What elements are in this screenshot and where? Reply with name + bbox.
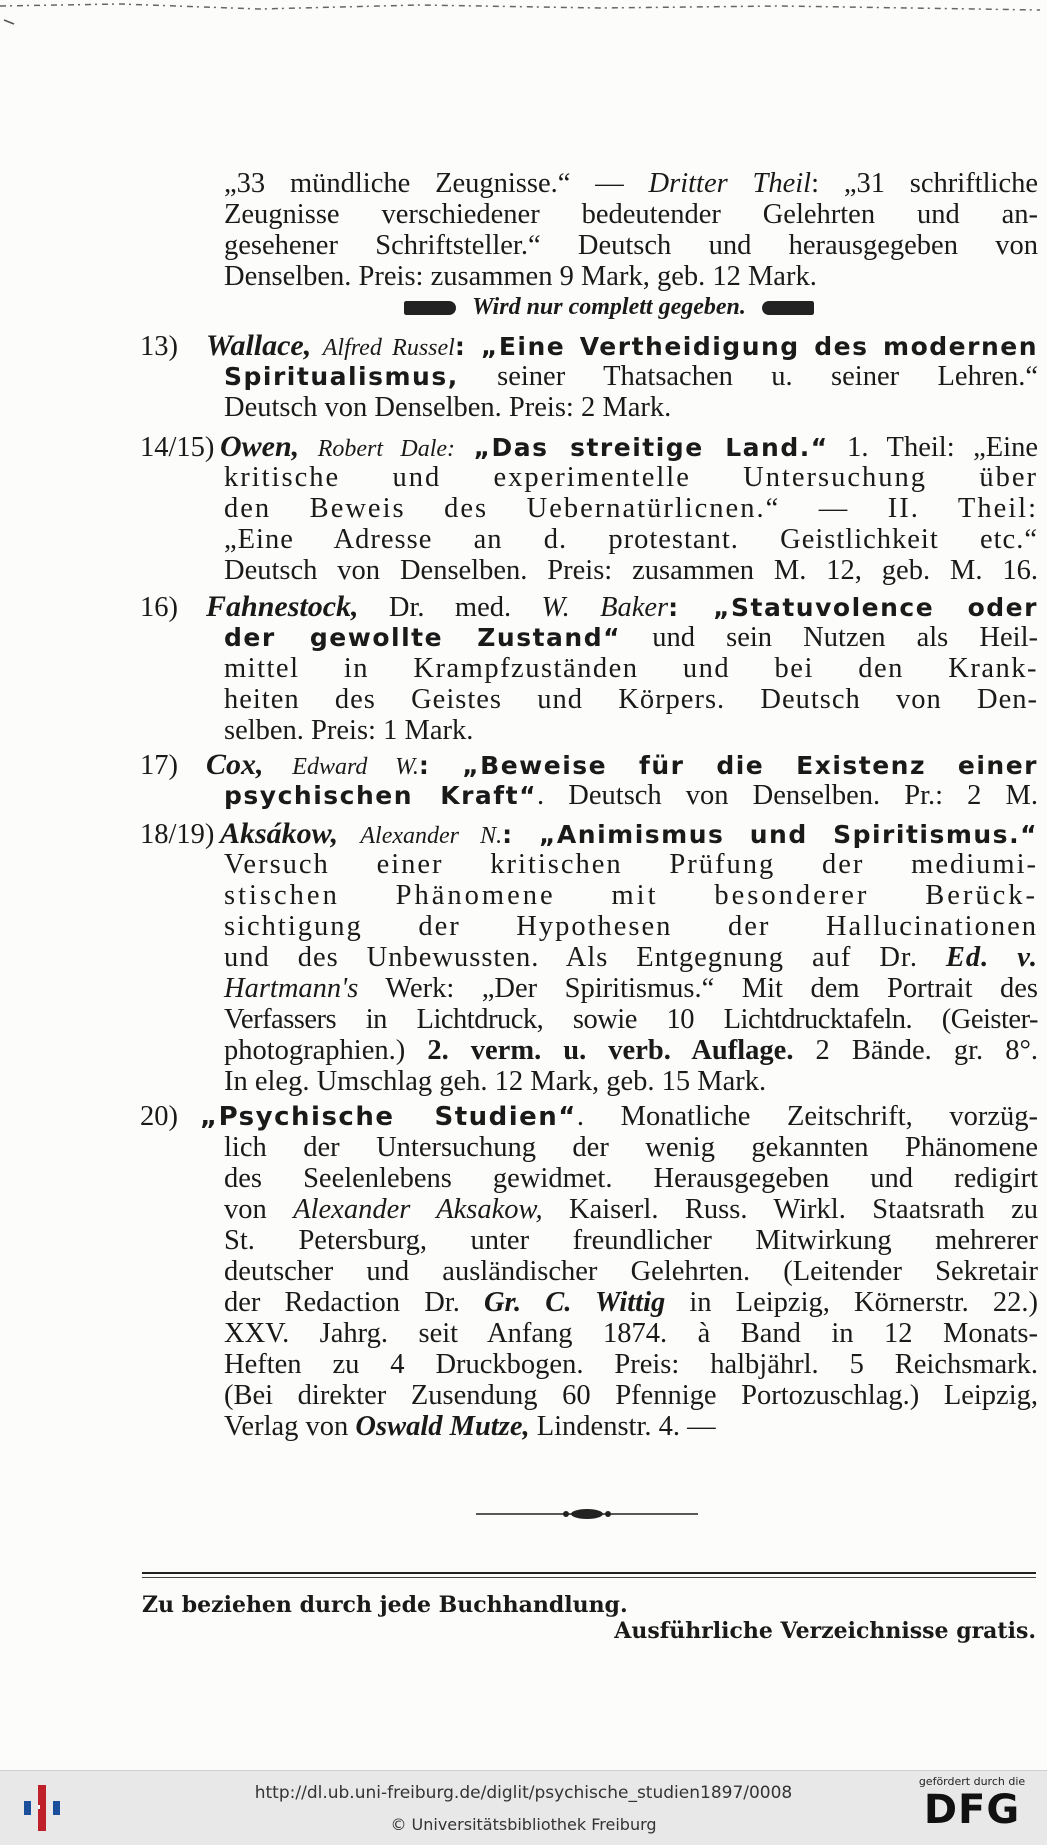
text-line: St. Petersburg, unter freundlicher Mitwirkung mehrerer xyxy=(224,1225,1038,1256)
text-line: Heften zu 4 Druckbogen. Preis: halbjährl. 5 Reichsmark. xyxy=(224,1349,1038,1380)
bookshop-note xyxy=(142,1592,1036,1644)
text-line: deutscher und ausländischer Gelehrten. (Leitender Sekretair xyxy=(224,1256,1038,1287)
bookshop-note-right: Ausführliche Verzeichnisse gratis. xyxy=(614,1618,1036,1644)
entry-heading: 18/19) Aksákow, Alexander N.: „Animismus und Spiritismus.“ xyxy=(140,817,1038,850)
text-line: Denselben. Preis: zusammen 9 Mark, geb. 12 Mark. xyxy=(224,261,817,292)
entry-20 xyxy=(140,1101,1038,1442)
bookshop-note-left: Zu beziehen durch jede Buchhandlung. xyxy=(142,1592,628,1618)
pointing-hand-left-icon xyxy=(762,301,814,315)
text-line: Deutsch von Denselben. Preis: 2 Mark. xyxy=(224,392,672,423)
text-line: selben. Preis: 1 Mark. xyxy=(224,715,474,746)
viewer-footer-bar xyxy=(0,1770,1047,1845)
text-line: kritische und experimentelle Untersuchung über xyxy=(224,462,1038,493)
text-line: Deutsch von Denselben. Preis: zusammen M. 12, geb. M. 16. xyxy=(224,555,1038,586)
pointing-hand-right-icon xyxy=(404,301,456,315)
entry-heading: 17) Cox, Edward W.: „Beweise für die Existenz einer xyxy=(140,748,1038,781)
text-line: Spiritualismus, seiner Thatsachen u. seiner Lehren.“ xyxy=(224,361,1038,392)
entry-heading: 14/15) Owen, Robert Dale: „Das streitige Land.“ 1. Theil: „Eine xyxy=(140,430,1039,463)
text-line: des Seelenlebens gewidmet. Herausgegeben und redigirt xyxy=(224,1163,1038,1194)
text-line: lich der Untersuchung der wenig gekannten Phänomene xyxy=(224,1132,1038,1163)
text-line: heiten des Geistes und Körpers. Deutsch von Den- xyxy=(224,684,1038,715)
copyright-text: © Universitätsbibliothek Freiburg xyxy=(390,1815,657,1834)
permalink-url[interactable]: http://dl.ub.uni-freiburg.de/diglit/psychische_studien1897/0008 xyxy=(254,1783,793,1803)
text-line: der Redaction Dr. Gr. C. Wittig in Leipzig, Körnerstr. 22.) xyxy=(224,1287,1038,1318)
page-edge-noise xyxy=(0,0,1047,30)
entry-18-19 xyxy=(140,818,1038,1097)
complete-note: Wird nur complett gegeben. xyxy=(140,292,1038,323)
text-line: „33 mündliche Zeugnisse.“ — Dritter Theil: „31 schriftliche xyxy=(224,168,1038,199)
dfg-wordmark: DFG xyxy=(923,1787,1021,1833)
continuation-block xyxy=(140,168,1038,323)
text-line: Versuch einer kritischen Prüfung der mediumi- xyxy=(224,849,1038,880)
dfg-funded-text: gefördert durch die xyxy=(918,1775,1026,1788)
text-line: Zeugnisse verschiedener bedeutender Gelehrten und an- xyxy=(224,199,1038,230)
dfg-logo xyxy=(907,1775,1037,1841)
text-line: gesehener Schriftsteller.“ Deutsch und herausgegeben von xyxy=(224,230,1038,261)
footer-rule-thin xyxy=(142,1577,1036,1578)
text-line: Hartmann's Werk: „Der Spiritismus.“ Mit dem Portrait des xyxy=(224,973,1038,1004)
entry-13 xyxy=(140,330,1038,423)
text-line: Verlag von Oswald Mutze, Lindenstr. 4. — xyxy=(224,1411,716,1442)
text-line: den Beweis des Uebernatürlicnen.“ — II. Theil: xyxy=(224,493,1038,524)
text-line: und des Unbewussten. Als Entgegnung auf Dr. Ed. v. xyxy=(224,942,1038,973)
text-line: Verfassers in Lichtdruck, sowie 10 Lichtdrucktafeln. (Geister- xyxy=(224,1004,1038,1035)
footer-rule-thick xyxy=(142,1572,1036,1574)
text-line: „Eine Adresse an d. protestant. Geistlichkeit etc.“ xyxy=(224,524,1038,555)
text-line: XXV. Jahrg. seit Anfang 1874. à Band in 12 Monats- xyxy=(224,1318,1038,1349)
entry-heading: 13) Wallace, Alfred Russel: „Eine Vertheidigung des modernen xyxy=(140,329,1038,362)
text-line: der gewollte Zustand“ und sein Nutzen als Heil- xyxy=(224,622,1038,653)
entry-17 xyxy=(140,749,1038,811)
text-line: mittel in Krampfzuständen und bei den Krank- xyxy=(224,653,1038,684)
text-line: photographien.) 2. verm. u. verb. Auflage. 2 Bände. gr. 8°. xyxy=(224,1035,1038,1066)
entry-heading: 20) „Psychische Studien“. Monatliche Zeitschrift, vorzüg- xyxy=(140,1101,1038,1132)
text-line: von Alexander Aksakow, Kaiserl. Russ. Wirkl. Staatsrath zu xyxy=(224,1194,1039,1225)
text-line: (Bei direkter Zusendung 60 Pfennige Portozuschlag.) Leipzig, xyxy=(224,1380,1038,1411)
entry-14-15 xyxy=(140,431,1038,586)
text-line: sichtigung der Hypothesen der Hallucinationen xyxy=(224,911,1038,942)
entry-16 xyxy=(140,591,1038,746)
text-line: stischen Phänomene mit besonderer Berück- xyxy=(224,880,1038,911)
text-line: psychischen Kraft“. Deutsch von Denselben. Pr.: 2 M. xyxy=(224,780,1038,811)
text-line: In eleg. Umschlag geh. 12 Mark, geb. 15 Mark. xyxy=(224,1066,767,1097)
ornament-divider xyxy=(476,1508,698,1520)
entry-heading: 16) Fahnestock, Dr. med. W. Baker: „Statuvolence oder xyxy=(140,590,1038,623)
